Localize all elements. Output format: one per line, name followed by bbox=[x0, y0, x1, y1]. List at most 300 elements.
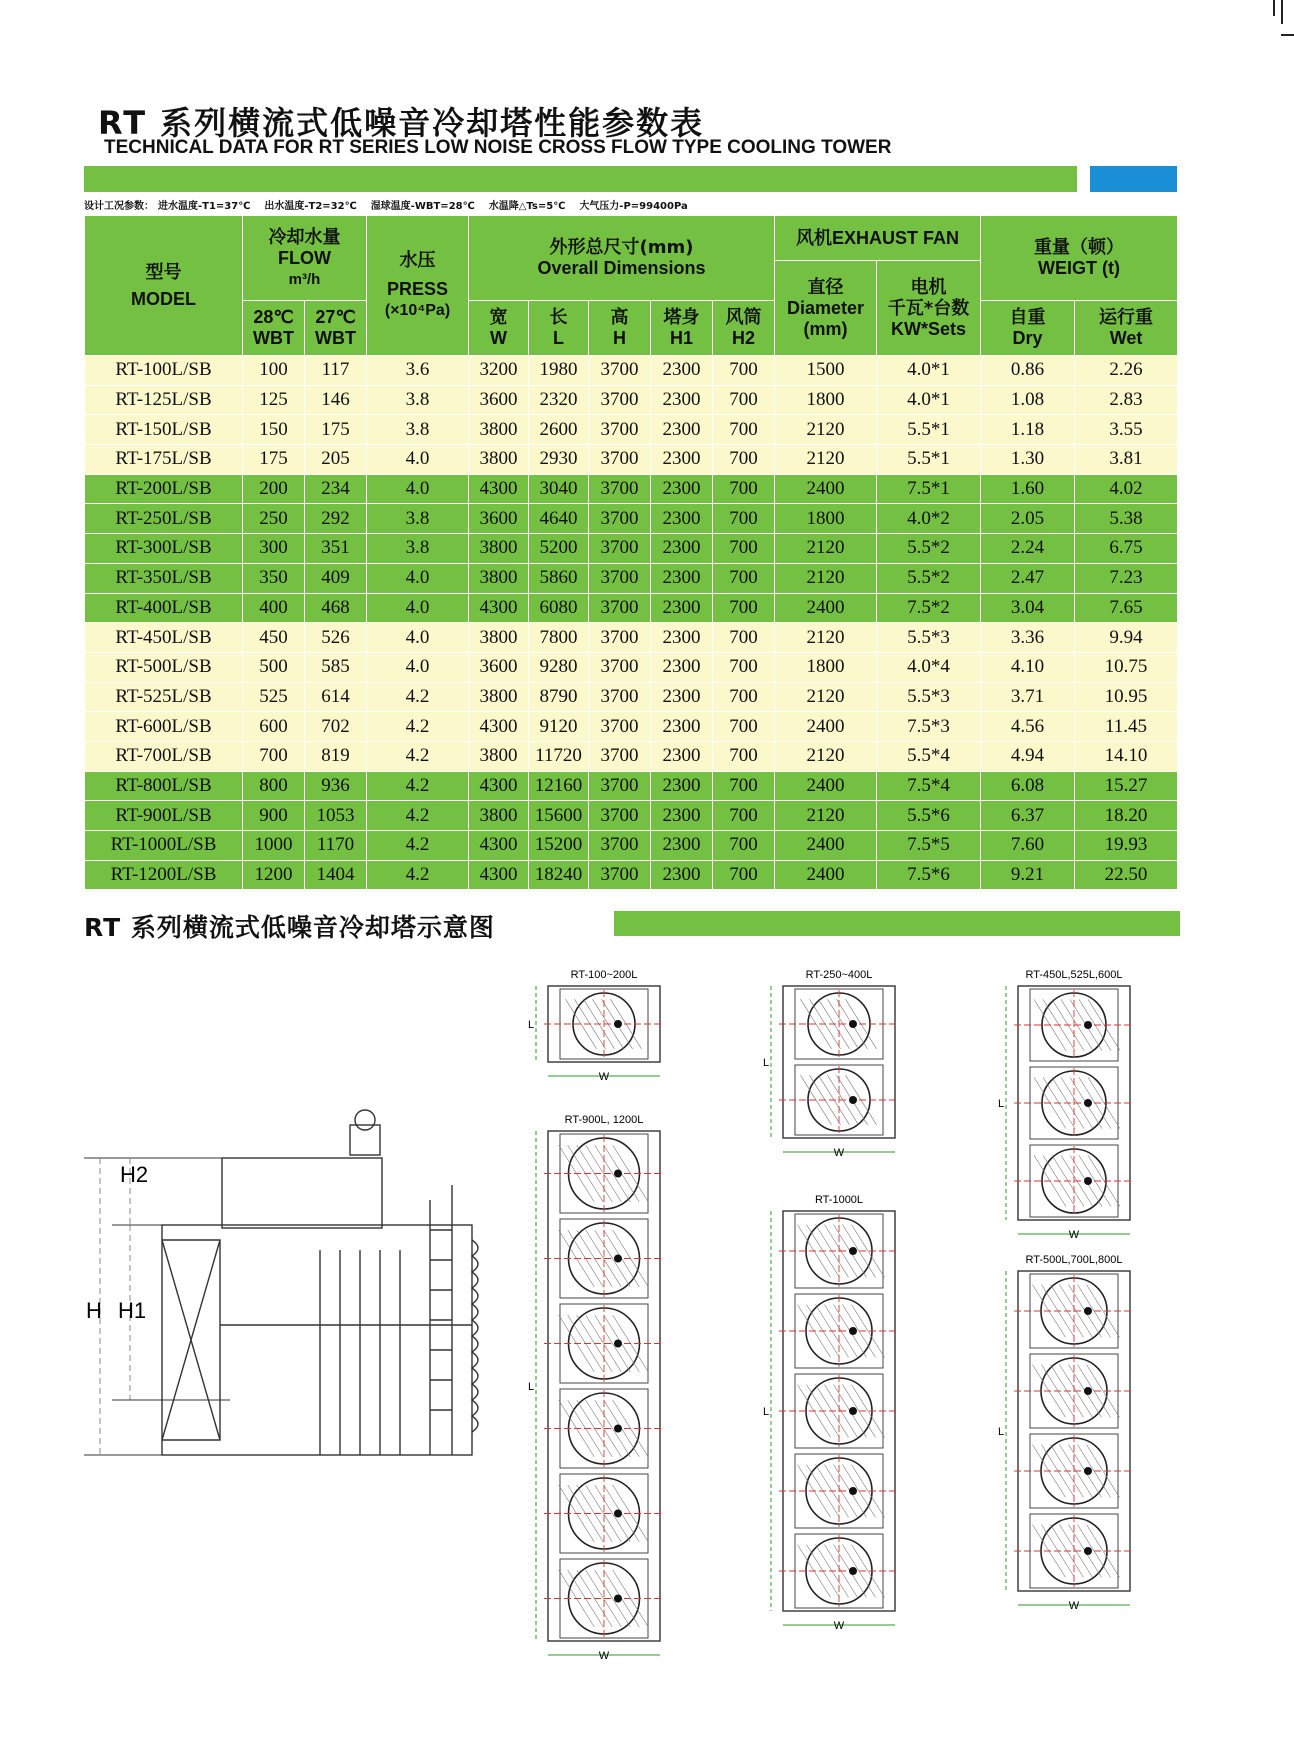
cell-w: 3800 bbox=[469, 534, 529, 564]
cell-f27: 468 bbox=[305, 593, 367, 623]
cell-h2: 700 bbox=[713, 712, 775, 742]
cell-press: 4.2 bbox=[367, 860, 469, 890]
plan-view-2 bbox=[528, 1114, 664, 1662]
cell-l: 11720 bbox=[529, 741, 589, 771]
cell-h: 3700 bbox=[589, 356, 651, 386]
cell-dry: 4.56 bbox=[981, 712, 1075, 742]
cell-h: 3700 bbox=[589, 563, 651, 593]
cell-dia: 2120 bbox=[775, 623, 877, 653]
cell-motor: 4.0*2 bbox=[877, 504, 981, 534]
cell-dia: 2400 bbox=[775, 474, 877, 504]
fan-motor bbox=[614, 1255, 622, 1263]
table-row bbox=[85, 415, 1178, 445]
cell-f28: 100 bbox=[243, 356, 305, 386]
title-band bbox=[84, 166, 1077, 192]
cell-l: 2930 bbox=[529, 445, 589, 475]
cell-f28: 1000 bbox=[243, 831, 305, 861]
cell-f27: 614 bbox=[305, 682, 367, 712]
spec-table bbox=[84, 215, 1178, 890]
cell-h2: 700 bbox=[713, 682, 775, 712]
param-ts: 水温降△Ts=5℃ bbox=[488, 201, 566, 212]
fan-motor bbox=[849, 1020, 857, 1028]
cell-dry: 2.24 bbox=[981, 534, 1075, 564]
cell-w: 3800 bbox=[469, 741, 529, 771]
cell-wet: 9.94 bbox=[1075, 623, 1178, 653]
table-row bbox=[85, 831, 1178, 861]
cell-dry: 4.10 bbox=[981, 652, 1075, 682]
cell-dry: 3.36 bbox=[981, 623, 1075, 653]
fan-motor bbox=[849, 1407, 857, 1415]
cell-l: 12160 bbox=[529, 771, 589, 801]
header-h2: 风筒 H2 bbox=[713, 301, 775, 356]
cell-f27: 146 bbox=[305, 385, 367, 415]
cell-h2: 700 bbox=[713, 356, 775, 386]
param-wbt: 湿球温度-WBT=28℃ bbox=[370, 201, 475, 212]
cell-press: 3.6 bbox=[367, 356, 469, 386]
cell-model: RT-800L/SB bbox=[85, 771, 243, 801]
fan-motor bbox=[614, 1510, 622, 1518]
cell-press: 4.0 bbox=[367, 652, 469, 682]
header-flow: 冷却水量 FLOW m³/h bbox=[243, 216, 367, 301]
cell-wet: 11.45 bbox=[1075, 712, 1178, 742]
cell-w: 3800 bbox=[469, 623, 529, 653]
cell-dia: 2400 bbox=[775, 593, 877, 623]
page-title: RT 系列横流式低噪音冷却塔性能参数表 bbox=[98, 104, 705, 142]
cell-dry: 1.30 bbox=[981, 445, 1075, 475]
cell-h2: 700 bbox=[713, 445, 775, 475]
cell-f27: 936 bbox=[305, 771, 367, 801]
cell-f27: 819 bbox=[305, 741, 367, 771]
cell-press: 4.2 bbox=[367, 801, 469, 831]
table-row bbox=[85, 445, 1178, 475]
fan-motor bbox=[614, 1340, 622, 1348]
fan-motor bbox=[614, 1425, 622, 1433]
cell-wet: 7.23 bbox=[1075, 563, 1178, 593]
cell-f27: 1404 bbox=[305, 860, 367, 890]
cell-h1: 2300 bbox=[651, 385, 713, 415]
cell-w: 3600 bbox=[469, 504, 529, 534]
table-row bbox=[85, 474, 1178, 504]
cell-dia: 1800 bbox=[775, 504, 877, 534]
cell-f27: 205 bbox=[305, 445, 367, 475]
cell-dry: 9.21 bbox=[981, 860, 1075, 890]
cell-f28: 125 bbox=[243, 385, 305, 415]
table-row bbox=[85, 534, 1178, 564]
cell-w: 4300 bbox=[469, 712, 529, 742]
cell-f28: 400 bbox=[243, 593, 305, 623]
cell-h: 3700 bbox=[589, 801, 651, 831]
header-weight: 重量（顿） WEIGT (t) bbox=[981, 216, 1178, 301]
cell-f27: 1170 bbox=[305, 831, 367, 861]
page-subtitle: TECHNICAL DATA FOR RT SERIES LOW NOISE CROSS FLOW TYPE COOLING TOWER bbox=[104, 137, 892, 158]
cell-model: RT-1200L/SB bbox=[85, 860, 243, 890]
fan-motor bbox=[849, 1567, 857, 1575]
cell-press: 4.2 bbox=[367, 741, 469, 771]
cell-dia: 1800 bbox=[775, 652, 877, 682]
cell-wet: 2.83 bbox=[1075, 385, 1178, 415]
cell-h1: 2300 bbox=[651, 504, 713, 534]
plan-label: RT-250~400L bbox=[805, 969, 873, 981]
cell-wet: 14.10 bbox=[1075, 741, 1178, 771]
plan-view-5 bbox=[998, 969, 1134, 1241]
table-row bbox=[85, 741, 1178, 771]
diagram-drawings bbox=[0, 950, 1294, 1740]
dimension-label-w: W bbox=[833, 1620, 845, 1632]
plan-view-3 bbox=[763, 969, 899, 1159]
cell-motor: 5.5*1 bbox=[877, 415, 981, 445]
cell-model: RT-175L/SB bbox=[85, 445, 243, 475]
header-wet: 运行重 Wet bbox=[1075, 301, 1178, 356]
dimension-label-l: L bbox=[998, 1098, 1005, 1110]
fan-motor bbox=[849, 1327, 857, 1335]
cell-h1: 2300 bbox=[651, 682, 713, 712]
cell-motor: 5.5*3 bbox=[877, 623, 981, 653]
fan-motor bbox=[614, 1020, 622, 1028]
cell-motor: 5.5*2 bbox=[877, 563, 981, 593]
cell-wet: 3.55 bbox=[1075, 415, 1178, 445]
cell-f27: 585 bbox=[305, 652, 367, 682]
cell-press: 4.2 bbox=[367, 712, 469, 742]
cell-h2: 700 bbox=[713, 623, 775, 653]
cell-motor: 7.5*6 bbox=[877, 860, 981, 890]
cell-press: 3.8 bbox=[367, 504, 469, 534]
cell-f28: 250 bbox=[243, 504, 305, 534]
dimension-label-w: W bbox=[598, 1071, 610, 1083]
cell-wet: 4.02 bbox=[1075, 474, 1178, 504]
cell-dia: 2120 bbox=[775, 415, 877, 445]
cell-model: RT-100L/SB bbox=[85, 356, 243, 386]
cell-dry: 3.71 bbox=[981, 682, 1075, 712]
cell-wet: 3.81 bbox=[1075, 445, 1178, 475]
cell-h2: 700 bbox=[713, 534, 775, 564]
cell-h1: 2300 bbox=[651, 652, 713, 682]
cell-dia: 2400 bbox=[775, 771, 877, 801]
cell-motor: 7.5*4 bbox=[877, 771, 981, 801]
fan-motor bbox=[1084, 1547, 1092, 1555]
param-p: 大气压力-P=99400Pa bbox=[579, 201, 688, 212]
table-row bbox=[85, 623, 1178, 653]
cell-h: 3700 bbox=[589, 474, 651, 504]
cell-h1: 2300 bbox=[651, 563, 713, 593]
cell-h2: 700 bbox=[713, 385, 775, 415]
cell-l: 5860 bbox=[529, 563, 589, 593]
cell-h2: 700 bbox=[713, 741, 775, 771]
header-dry: 自重 Dry bbox=[981, 301, 1075, 356]
header-w: 宽 W bbox=[469, 301, 529, 356]
cell-wet: 7.65 bbox=[1075, 593, 1178, 623]
cell-h2: 700 bbox=[713, 474, 775, 504]
cell-wet: 19.93 bbox=[1075, 831, 1178, 861]
cell-w: 4300 bbox=[469, 831, 529, 861]
cell-h1: 2300 bbox=[651, 831, 713, 861]
cell-l: 7800 bbox=[529, 623, 589, 653]
cell-f27: 292 bbox=[305, 504, 367, 534]
table-row bbox=[85, 771, 1178, 801]
header-l: 长 L bbox=[529, 301, 589, 356]
accent-band bbox=[1090, 166, 1177, 192]
cell-l: 3040 bbox=[529, 474, 589, 504]
cell-w: 3200 bbox=[469, 356, 529, 386]
fan-motor bbox=[1084, 1177, 1092, 1185]
cell-motor: 5.5*3 bbox=[877, 682, 981, 712]
cell-h: 3700 bbox=[589, 593, 651, 623]
cell-dry: 1.18 bbox=[981, 415, 1075, 445]
cell-f27: 409 bbox=[305, 563, 367, 593]
cell-f28: 300 bbox=[243, 534, 305, 564]
cell-wet: 10.95 bbox=[1075, 682, 1178, 712]
diagram-section-title: RT 系列横流式低噪音冷却塔示意图 bbox=[84, 908, 503, 944]
plan-outline bbox=[783, 986, 895, 1138]
cell-h: 3700 bbox=[589, 445, 651, 475]
cell-press: 4.0 bbox=[367, 563, 469, 593]
cell-model: RT-1000L/SB bbox=[85, 831, 243, 861]
cell-l: 18240 bbox=[529, 860, 589, 890]
table-row bbox=[85, 385, 1178, 415]
dimension-label-l: L bbox=[763, 1057, 770, 1069]
cell-motor: 5.5*2 bbox=[877, 534, 981, 564]
cell-model: RT-300L/SB bbox=[85, 534, 243, 564]
dimension-label-l: L bbox=[528, 1019, 535, 1031]
cell-dry: 1.08 bbox=[981, 385, 1075, 415]
cell-f27: 175 bbox=[305, 415, 367, 445]
table-row bbox=[85, 563, 1178, 593]
cell-h1: 2300 bbox=[651, 474, 713, 504]
cell-h: 3700 bbox=[589, 712, 651, 742]
cell-h1: 2300 bbox=[651, 415, 713, 445]
dimension-label-w: W bbox=[598, 1650, 610, 1662]
cell-motor: 7.5*5 bbox=[877, 831, 981, 861]
cell-h1: 2300 bbox=[651, 712, 713, 742]
fan-motor bbox=[849, 1247, 857, 1255]
cell-f28: 350 bbox=[243, 563, 305, 593]
cell-h1: 2300 bbox=[651, 741, 713, 771]
cell-dia: 1500 bbox=[775, 356, 877, 386]
cell-f28: 525 bbox=[243, 682, 305, 712]
cell-model: RT-350L/SB bbox=[85, 563, 243, 593]
cell-l: 9280 bbox=[529, 652, 589, 682]
cell-w: 4300 bbox=[469, 593, 529, 623]
cell-press: 3.8 bbox=[367, 385, 469, 415]
cell-motor: 4.0*4 bbox=[877, 652, 981, 682]
cell-wet: 22.50 bbox=[1075, 860, 1178, 890]
cell-dry: 0.86 bbox=[981, 356, 1075, 386]
dimension-label-w: W bbox=[833, 1147, 845, 1159]
cell-model: RT-600L/SB bbox=[85, 712, 243, 742]
cell-model: RT-525L/SB bbox=[85, 682, 243, 712]
cell-press: 3.8 bbox=[367, 415, 469, 445]
cell-f28: 800 bbox=[243, 771, 305, 801]
cell-h: 3700 bbox=[589, 741, 651, 771]
cell-w: 4300 bbox=[469, 860, 529, 890]
header-wbt28: 28℃ WBT bbox=[243, 301, 305, 356]
cell-l: 6080 bbox=[529, 593, 589, 623]
cell-h1: 2300 bbox=[651, 593, 713, 623]
param-t2: 出水温度-T2=32℃ bbox=[264, 201, 357, 212]
cell-motor: 5.5*1 bbox=[877, 445, 981, 475]
cell-dia: 2120 bbox=[775, 682, 877, 712]
cell-w: 3600 bbox=[469, 652, 529, 682]
cell-dia: 2400 bbox=[775, 831, 877, 861]
cell-l: 15200 bbox=[529, 831, 589, 861]
cell-l: 8790 bbox=[529, 682, 589, 712]
cell-dry: 3.04 bbox=[981, 593, 1075, 623]
fan-motor bbox=[849, 1487, 857, 1495]
cell-w: 3800 bbox=[469, 682, 529, 712]
cell-h: 3700 bbox=[589, 682, 651, 712]
cell-f27: 1053 bbox=[305, 801, 367, 831]
cell-w: 3800 bbox=[469, 801, 529, 831]
cell-dia: 2120 bbox=[775, 563, 877, 593]
cell-h: 3700 bbox=[589, 860, 651, 890]
cell-h1: 2300 bbox=[651, 801, 713, 831]
cell-motor: 5.5*6 bbox=[877, 801, 981, 831]
cell-h1: 2300 bbox=[651, 860, 713, 890]
cell-dia: 2120 bbox=[775, 534, 877, 564]
header-fan: 风机EXHAUST FAN bbox=[775, 216, 981, 261]
cell-w: 3800 bbox=[469, 445, 529, 475]
cell-dry: 6.08 bbox=[981, 771, 1075, 801]
cell-wet: 6.75 bbox=[1075, 534, 1178, 564]
label-h2: H2 bbox=[120, 1162, 149, 1187]
cell-model: RT-900L/SB bbox=[85, 801, 243, 831]
cell-f28: 450 bbox=[243, 623, 305, 653]
cell-dia: 2400 bbox=[775, 860, 877, 890]
plan-view-1 bbox=[528, 969, 664, 1083]
dimension-label-l: L bbox=[528, 1381, 535, 1393]
fan-motor bbox=[1084, 1467, 1092, 1475]
design-parameters bbox=[84, 197, 702, 212]
cell-motor: 4.0*1 bbox=[877, 385, 981, 415]
table-row bbox=[85, 801, 1178, 831]
cell-dry: 2.47 bbox=[981, 563, 1075, 593]
cell-h1: 2300 bbox=[651, 771, 713, 801]
header-model: 型号 MODEL bbox=[85, 216, 243, 356]
dimension-label-w: W bbox=[1068, 1600, 1080, 1612]
cell-l: 2320 bbox=[529, 385, 589, 415]
param-t1: 进水温度-T1=37℃ bbox=[158, 201, 251, 212]
plan-label: RT-900L, 1200L bbox=[564, 1114, 644, 1126]
fan-motor bbox=[1084, 1387, 1092, 1395]
plan-label: RT-500L,700L,800L bbox=[1025, 1254, 1123, 1266]
cell-f28: 600 bbox=[243, 712, 305, 742]
cell-h2: 700 bbox=[713, 563, 775, 593]
cell-model: RT-150L/SB bbox=[85, 415, 243, 445]
cell-model: RT-200L/SB bbox=[85, 474, 243, 504]
cell-w: 3800 bbox=[469, 415, 529, 445]
cell-f28: 150 bbox=[243, 415, 305, 445]
cell-dia: 1800 bbox=[775, 385, 877, 415]
cell-h1: 2300 bbox=[651, 445, 713, 475]
cell-w: 4300 bbox=[469, 474, 529, 504]
cell-motor: 5.5*4 bbox=[877, 741, 981, 771]
cell-dry: 7.60 bbox=[981, 831, 1075, 861]
cell-model: RT-450L/SB bbox=[85, 623, 243, 653]
cell-model: RT-250L/SB bbox=[85, 504, 243, 534]
dimension-label-l: L bbox=[763, 1406, 770, 1418]
cell-f27: 526 bbox=[305, 623, 367, 653]
cell-h1: 2300 bbox=[651, 623, 713, 653]
cell-l: 2600 bbox=[529, 415, 589, 445]
cell-dry: 2.05 bbox=[981, 504, 1075, 534]
cell-h: 3700 bbox=[589, 652, 651, 682]
cell-wet: 18.20 bbox=[1075, 801, 1178, 831]
cell-l: 9120 bbox=[529, 712, 589, 742]
cell-dia: 2120 bbox=[775, 801, 877, 831]
cell-f27: 351 bbox=[305, 534, 367, 564]
cell-model: RT-500L/SB bbox=[85, 652, 243, 682]
cell-f27: 234 bbox=[305, 474, 367, 504]
cell-wet: 5.38 bbox=[1075, 504, 1178, 534]
diagram-section-band bbox=[614, 911, 1180, 936]
cell-press: 4.0 bbox=[367, 623, 469, 653]
cell-press: 4.0 bbox=[367, 445, 469, 475]
cell-f28: 1200 bbox=[243, 860, 305, 890]
cell-l: 1980 bbox=[529, 356, 589, 386]
table-row bbox=[85, 860, 1178, 890]
cell-dry: 4.94 bbox=[981, 741, 1075, 771]
cell-wet: 15.27 bbox=[1075, 771, 1178, 801]
cell-w: 4300 bbox=[469, 771, 529, 801]
params-label: 设计工况参数： bbox=[84, 201, 154, 212]
cell-h2: 700 bbox=[713, 860, 775, 890]
header-h: 高 H bbox=[589, 301, 651, 356]
plan-label: RT-1000L bbox=[814, 1194, 864, 1206]
cell-model: RT-700L/SB bbox=[85, 741, 243, 771]
cell-dry: 6.37 bbox=[981, 801, 1075, 831]
cell-motor: 7.5*2 bbox=[877, 593, 981, 623]
table-row bbox=[85, 652, 1178, 682]
dimension-label-w: W bbox=[1068, 1229, 1080, 1241]
cell-dia: 2400 bbox=[775, 712, 877, 742]
table-row bbox=[85, 504, 1178, 534]
cell-wet: 10.75 bbox=[1075, 652, 1178, 682]
label-h: H bbox=[86, 1298, 102, 1323]
cell-press: 4.2 bbox=[367, 831, 469, 861]
plan-view-4 bbox=[763, 1194, 899, 1632]
cell-l: 4640 bbox=[529, 504, 589, 534]
cell-motor: 7.5*1 bbox=[877, 474, 981, 504]
cell-model: RT-125L/SB bbox=[85, 385, 243, 415]
cell-dia: 2120 bbox=[775, 741, 877, 771]
plan-view-6 bbox=[998, 1254, 1134, 1612]
cell-h: 3700 bbox=[589, 771, 651, 801]
cell-h: 3700 bbox=[589, 831, 651, 861]
dimension-label-l: L bbox=[998, 1426, 1005, 1438]
cell-model: RT-400L/SB bbox=[85, 593, 243, 623]
header-motor: 电机 千瓦*台数 KW*Sets bbox=[877, 261, 981, 356]
table-row bbox=[85, 712, 1178, 742]
cell-h2: 700 bbox=[713, 593, 775, 623]
fan-motor bbox=[614, 1595, 622, 1603]
header-wbt27: 27℃ WBT bbox=[305, 301, 367, 356]
cell-dry: 1.60 bbox=[981, 474, 1075, 504]
cell-h2: 700 bbox=[713, 652, 775, 682]
cell-h: 3700 bbox=[589, 623, 651, 653]
cell-press: 3.8 bbox=[367, 534, 469, 564]
cell-motor: 4.0*1 bbox=[877, 356, 981, 386]
header-h1: 塔身 H1 bbox=[651, 301, 713, 356]
cell-h: 3700 bbox=[589, 415, 651, 445]
cell-f27: 702 bbox=[305, 712, 367, 742]
cell-press: 4.2 bbox=[367, 682, 469, 712]
fan-motor bbox=[614, 1170, 622, 1178]
plan-label: RT-100~200L bbox=[570, 969, 638, 981]
cell-f28: 175 bbox=[243, 445, 305, 475]
cell-w: 3800 bbox=[469, 563, 529, 593]
cell-f28: 500 bbox=[243, 652, 305, 682]
cell-press: 4.0 bbox=[367, 593, 469, 623]
cell-h2: 700 bbox=[713, 831, 775, 861]
